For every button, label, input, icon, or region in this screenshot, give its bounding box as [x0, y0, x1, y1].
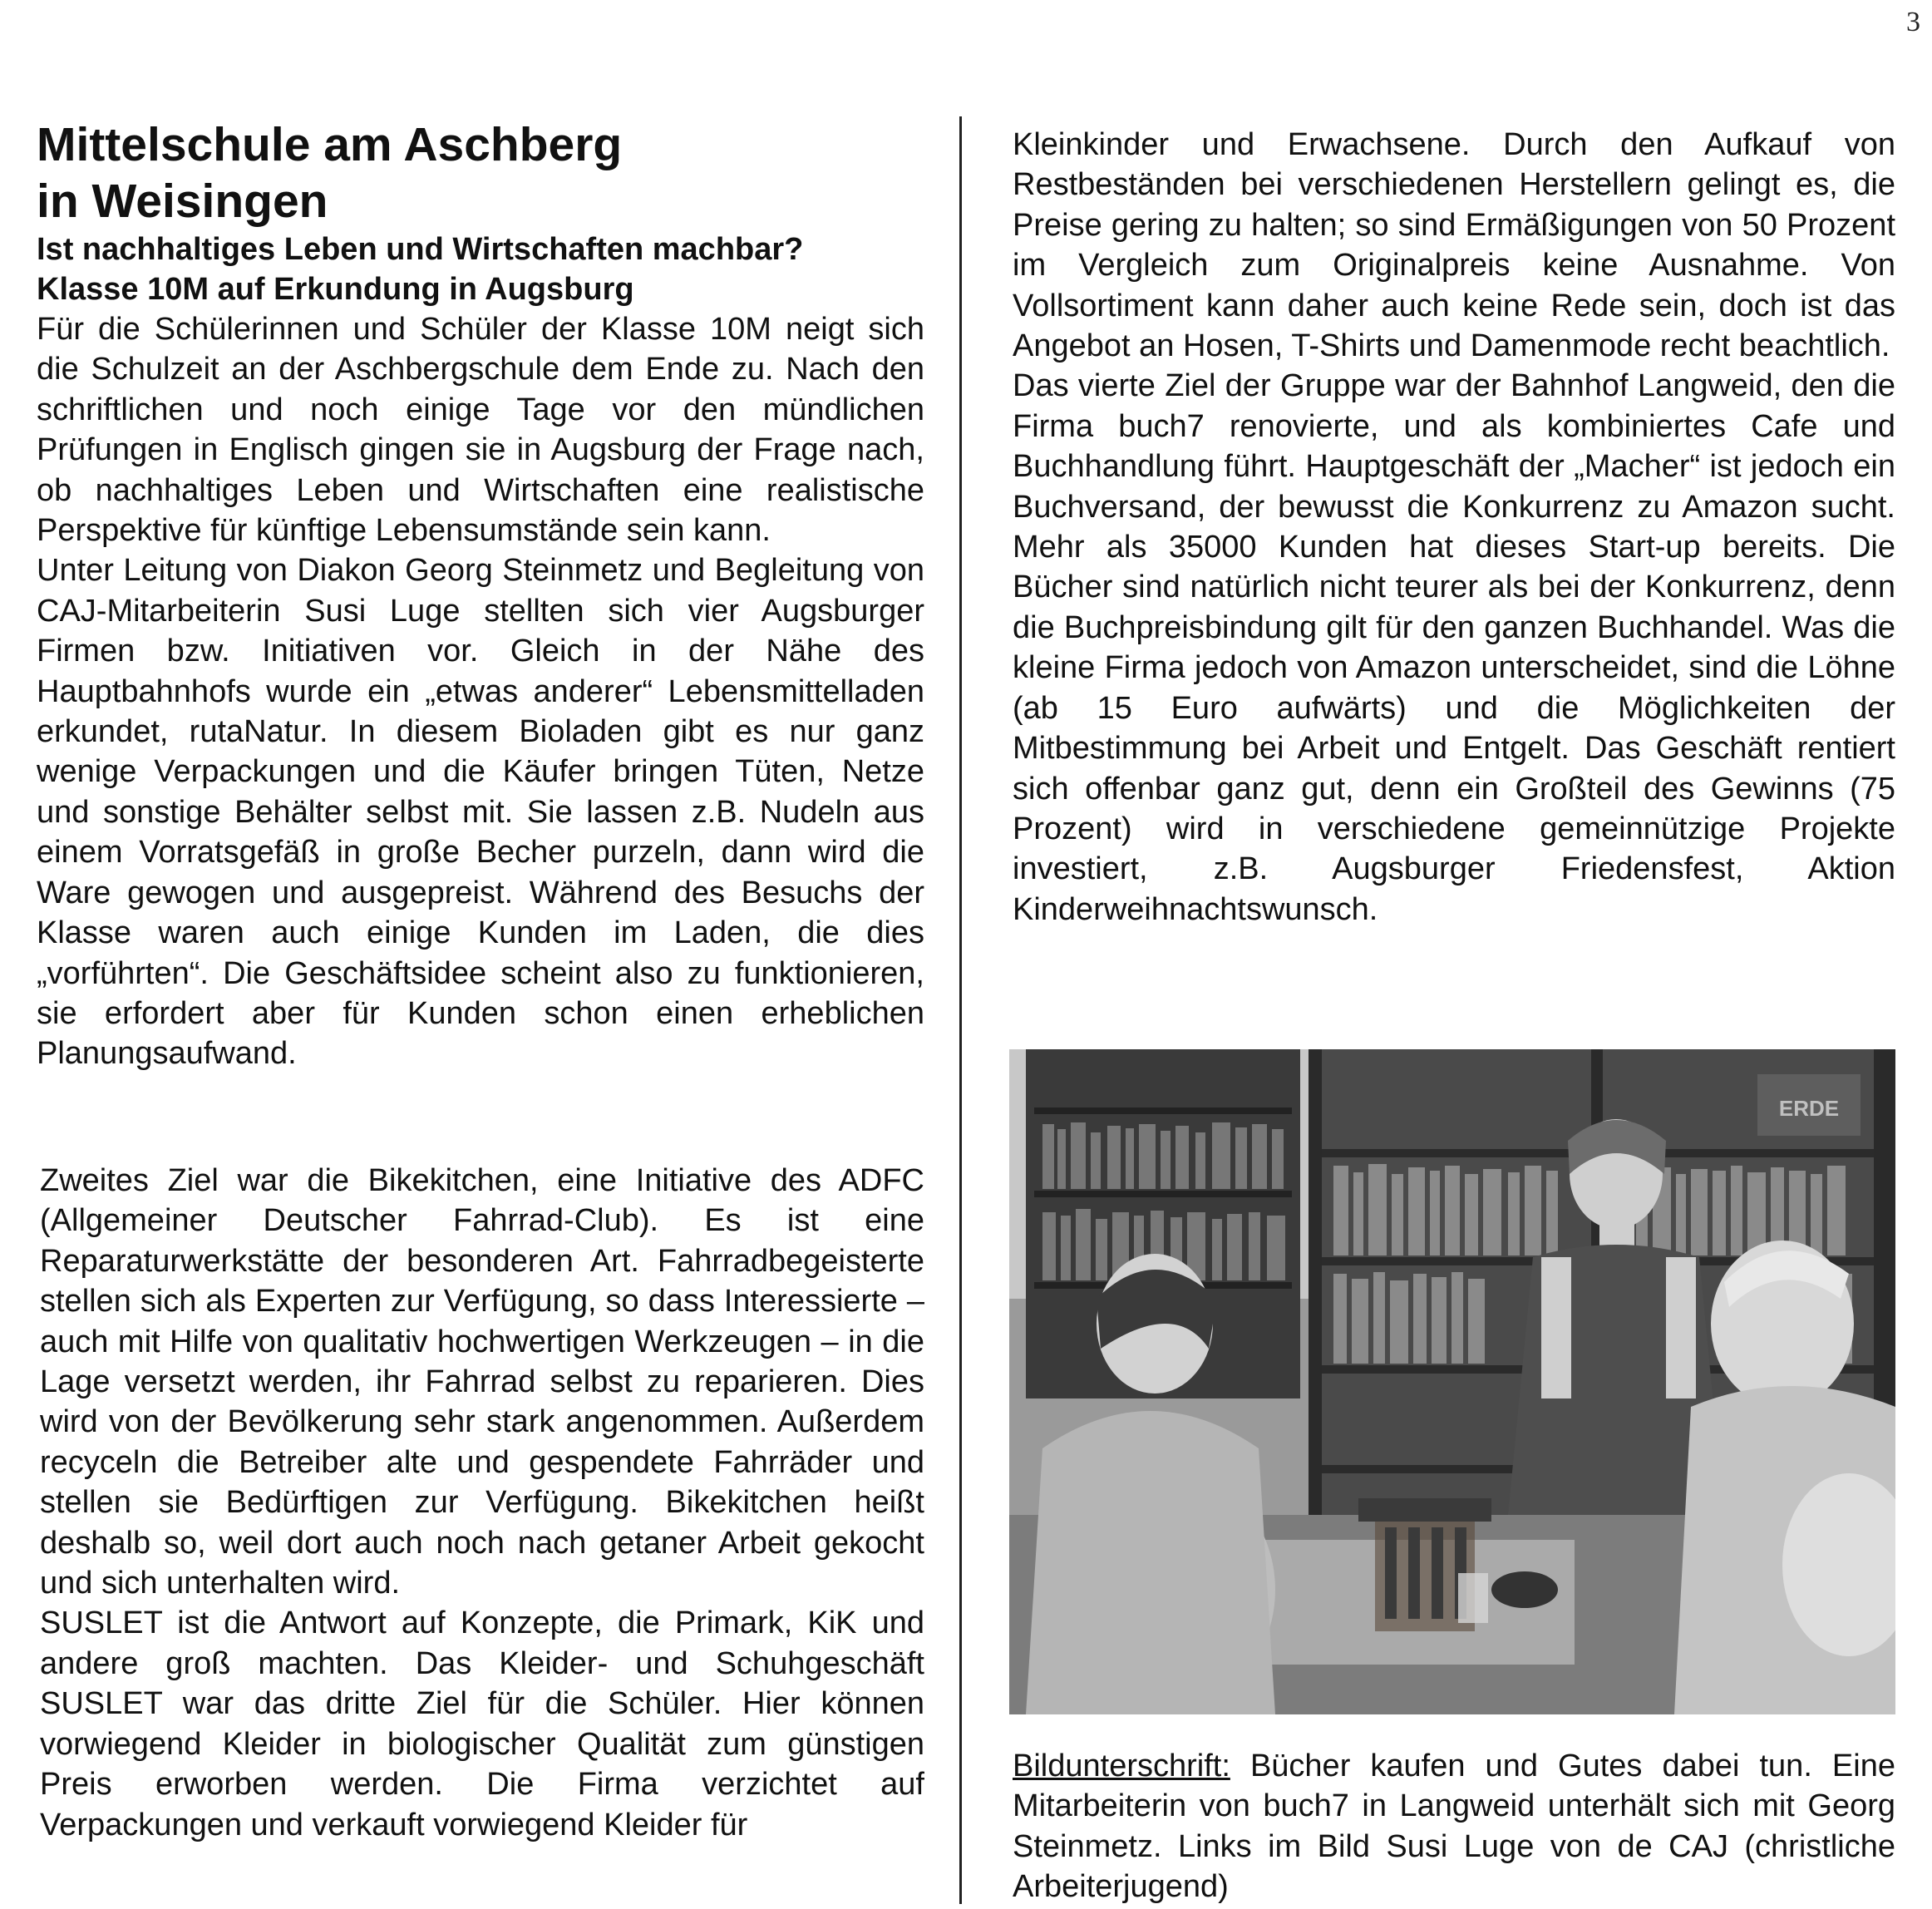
- article-title-line1: Mittelschule am Aschberg: [37, 118, 623, 171]
- paragraph-rutanatur: Unter Leitung von Diakon Georg Steinmetz und Begleitung von CAJ-Mitarbeiterin Susi Luge stellten sich vier Augsburger Firmen bzw. Initiativen vor. Gleich in der Nähe des Hauptbahnhofs wurde ein „etwas anderer“ Lebensmittelladen erkundet, rutaNatur. In diesem Bioladen gibt es nur ganz wenige Verpackungen und die Käufer bringen Tüten, Netze und sonstige Behälter selbst mit. Sie lassen z.B. Nudeln aus einem Vorratsgefäß in große Becher purzeln, dann wird die Ware gewogen und ausgepreist. Während des Besuchs der Klasse waren auch einige Kunden im Laden, die dies „vorführten“. Die Geschäftsidee scheint also zu funktionieren, sie erfordert aber für Kunden schon einen erheblichen Planungsaufwand.: [37, 553, 924, 1072]
- column-divider: [959, 116, 962, 1904]
- photo-sign: ERDE: [1778, 1096, 1840, 1121]
- photo-caption: [1013, 1746, 1895, 1907]
- paragraph-intro: Für die Schülerinnen und Schüler der Klasse 10M neigt sich die Schulzeit an der Aschbergschule dem Ende zu. Nach den schriftlichen und noch einige Tage vor den mündlichen Prüfungen in Englisch gingen sie in Augsburg der Frage nach, ob nachhaltiges Leben und Wirtschaften eine realistische Perspektive für künftige Lebensumstände sein kann.: [37, 312, 924, 549]
- article-subtitle-1: Ist nachhaltiges Leben und Wirtschaften machbar?: [37, 232, 804, 267]
- paragraph-bikekitchen: Zweites Ziel war die Bikekitchen, eine Initiative des ADFC (Allgemeiner Deutscher Fahrrad-Club). Es ist eine Reparaturwerkstätte der besonderen Art. Fahrradbegeisterte stellen sich als Experten zur Verfügung, so dass Interessierte – auch mit Hilfe von qualitativ hochwertigen Werkzeugen – in die Lage versetzt werden, ihr Fahrrad selbst zu reparieren. Dies wird von der Bevölkerung sehr stark angenommen. Außerdem recyceln die Betreiber alte und gespendete Fahrräder und stellen sie Bedürftigen zur Verfügung. Bikekitchen heißt deshalb so, weil dort auch noch nach getaner Arbeit gekocht und sich unterhalten wird.: [40, 1163, 924, 1601]
- left-column-lower: [40, 1161, 924, 1845]
- page-number: 3: [1906, 7, 1920, 37]
- article-title: [37, 116, 924, 229]
- paragraph-suslet-continued: Kleinkinder und Erwachsene. Durch den Aufkauf von Restbeständen bei verschiedenen Herstellern gelingt es, die Preise gering zu halten; so sind Ermäßigungen von 50 Prozent im Vergleich zum Originalpreis keine Ausnahme. Von Vollsortiment kann daher auch keine Rede sein, doch ist das Angebot an Hosen, T-Shirts und Damenmode recht beachtlich.: [1013, 127, 1895, 364]
- caption-label: Bildunterschrift:: [1013, 1749, 1230, 1783]
- bookstore-photo: [1009, 1049, 1895, 1714]
- paragraph-suslet: SUSLET ist die Antwort auf Konzepte, die Primark, KiK und andere groß machten. Das Kleider- und Schuhgeschäft SUSLET war das dritte Ziel für die Schüler. Hier können vorwiegend Kleider in biologischer Qualität zum günstigen Preis erworben werden. Die Firma verzichtet auf Verpackungen und verkauft vorwiegend Kleider für: [40, 1606, 924, 1842]
- article-title-line2: in Weisingen: [37, 175, 328, 228]
- article-subtitle-2: Klasse 10M auf Erkundung in Augsburg: [37, 272, 634, 307]
- caption-paragraph: [1013, 1746, 1895, 1907]
- right-column: [1013, 125, 1895, 930]
- caption-text: Bücher kaufen und Gutes dabei tun. Eine Mitarbeiterin von buch7 in Langweid unterhält sich mit Georg Steinmetz. Links im Bild Susi Luge von de CAJ (christliche Arbeiterjugend): [1013, 1749, 1895, 1905]
- left-column: [37, 116, 924, 1074]
- paragraph-buch7: Das vierte Ziel der Gruppe war der Bahnhof Langweid, den die Firma buch7 renovierte, und als kombiniertes Cafe und Buchhandlung führt. Hauptgeschäft der „Macher“ ist jedoch ein Buchversand, der bewusst die Konkurrenz zu Amazon sucht. Mehr als 35000 Kunden hat dieses Start-up bereits. Die Bücher sind natürlich nicht teurer als bei der Konkurrenz, denn die Buchpreisbindung gilt für den ganzen Buchhandel. Was die kleine Firma jedoch von Amazon unterscheidet, sind die Löhne (ab 15 Euro aufwärts) und die Möglichkeiten der Mitbestimmung bei Arbeit und Entgelt. Das Geschäft rentiert sich offenbar ganz gut, denn ein Großteil des Gewinns (75 Prozent) wird in verschiedene gemeinnützige Projekte investiert, z.B. Augsburger Friedensfest, Aktion Kinderweihnachtswunsch.: [1013, 368, 1895, 927]
